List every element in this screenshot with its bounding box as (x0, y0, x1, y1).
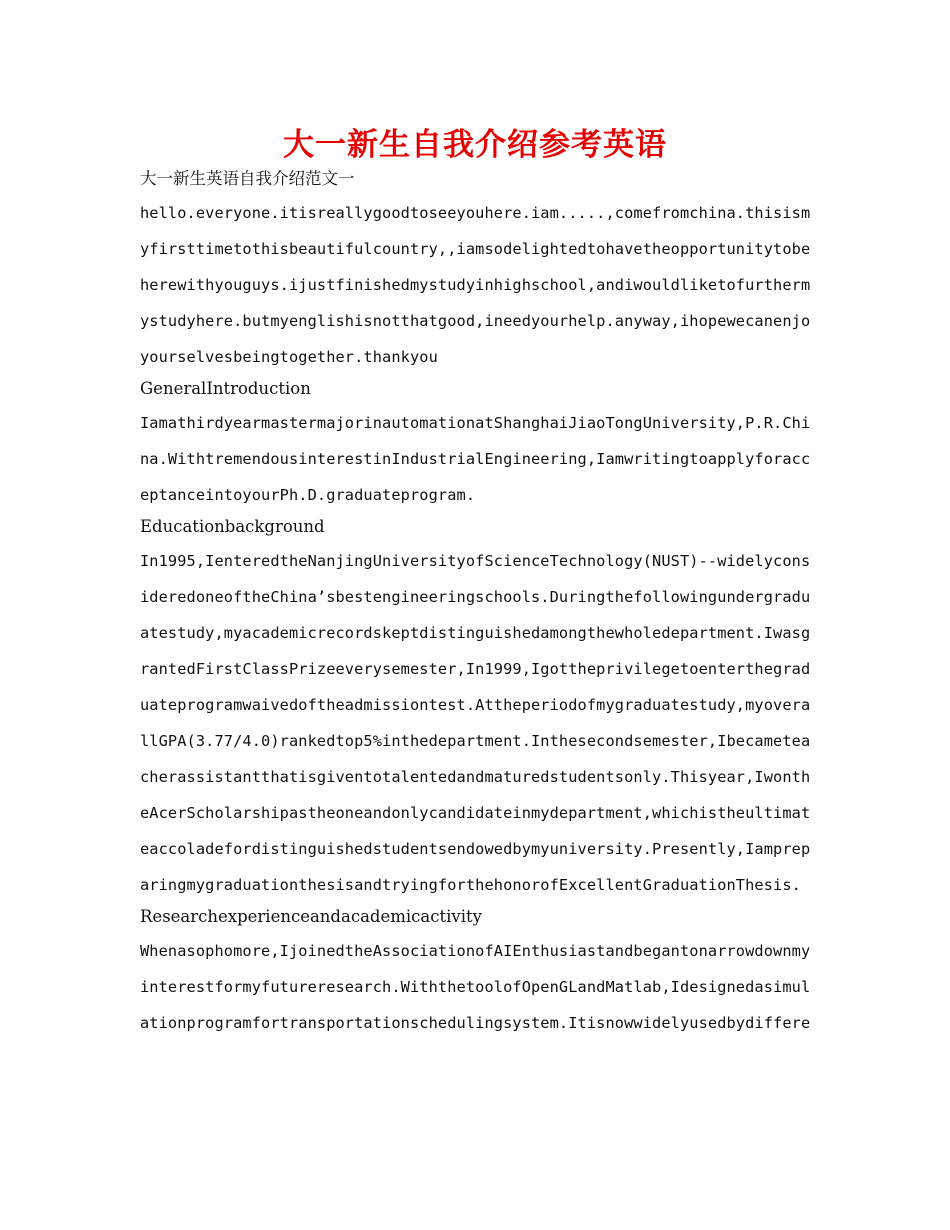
document-body (140, 168, 812, 1041)
paragraph-self-introduction: hello.everyone.itisreallygoodtoseeyouhere.iam.....,comefromchina.thisismyfirsttimetothisbeautifulcountry,,iamsodelightedtohavetheopportunitytobeherewithyouguys.ijustfinishedmystudyinhighschool,andiwouldliketofurthermystudyhere.butmyenglishisnotthatgood,ineedyourhelp.anyway,ihopewecanenjoyourselvesbeingtogether.thankyou (140, 204, 811, 366)
paragraph-general-introduction: IamathirdyearmastermajorinautomationatShanghaiJiaoTongUniversity,P.R.China.WithtremendousinterestinIndustrialEngineering,IamwritingtoapplyforacceptanceintoyourPh.D.graduateprogram. (140, 414, 811, 504)
paragraph-research-experience: Whenasophomore,IjoinedtheAssociationofAIEnthusiastandbegantonarrowdownmyinterestformyfutureresearch.WiththetoolofOpenGLandMatlab,Idesignedasimulationprogramfortransportationschedulingsystem.Itisnowwidelyusedbydiffere (140, 942, 811, 1032)
section-heading-sample-one: 大一新生英语自我介绍范文一 (140, 169, 355, 188)
paragraph-education-background: In1995,IenteredtheNanjingUniversityofScienceTechnology(NUST)--widelyconsideredoneoftheChina’sbestengineeringschools.Duringthefollowingundergraduatestudy,myacademicrecordskeptdistinguishedamongthewholedepartment.IwasgrantedFirstClassPrizeeverysemester,In1999,Igottheprivilegetoenterthegraduateprogramwaivedoftheadmissiontest.Attheperiodofmygraduatestudy,myoverallGPA(3.77/4.0)rankedtop5%inthedepartment.Inthesecondsemester,Ibecameteacherassistantthatisgiventotalentedandmaturedstudentsonly.Thisyear,IwontheAcerScholarshipastheoneandonlycandidateinmydepartment,whichistheultimateaccoladefordistinguishedstudentsendowedbymyuniversity.Presently,IampreparingmygraduationthesisandtryingforthehonorofExcellentGraduationThesis. (140, 552, 811, 894)
section-heading-education-background: Educationbackground (140, 517, 325, 536)
section-heading-general-introduction: GeneralIntroduction (140, 379, 311, 398)
document-title: 大一新生自我介绍参考英语 (283, 127, 667, 163)
section-heading-research-experience: Researchexperienceandacademicactivity (140, 907, 482, 926)
